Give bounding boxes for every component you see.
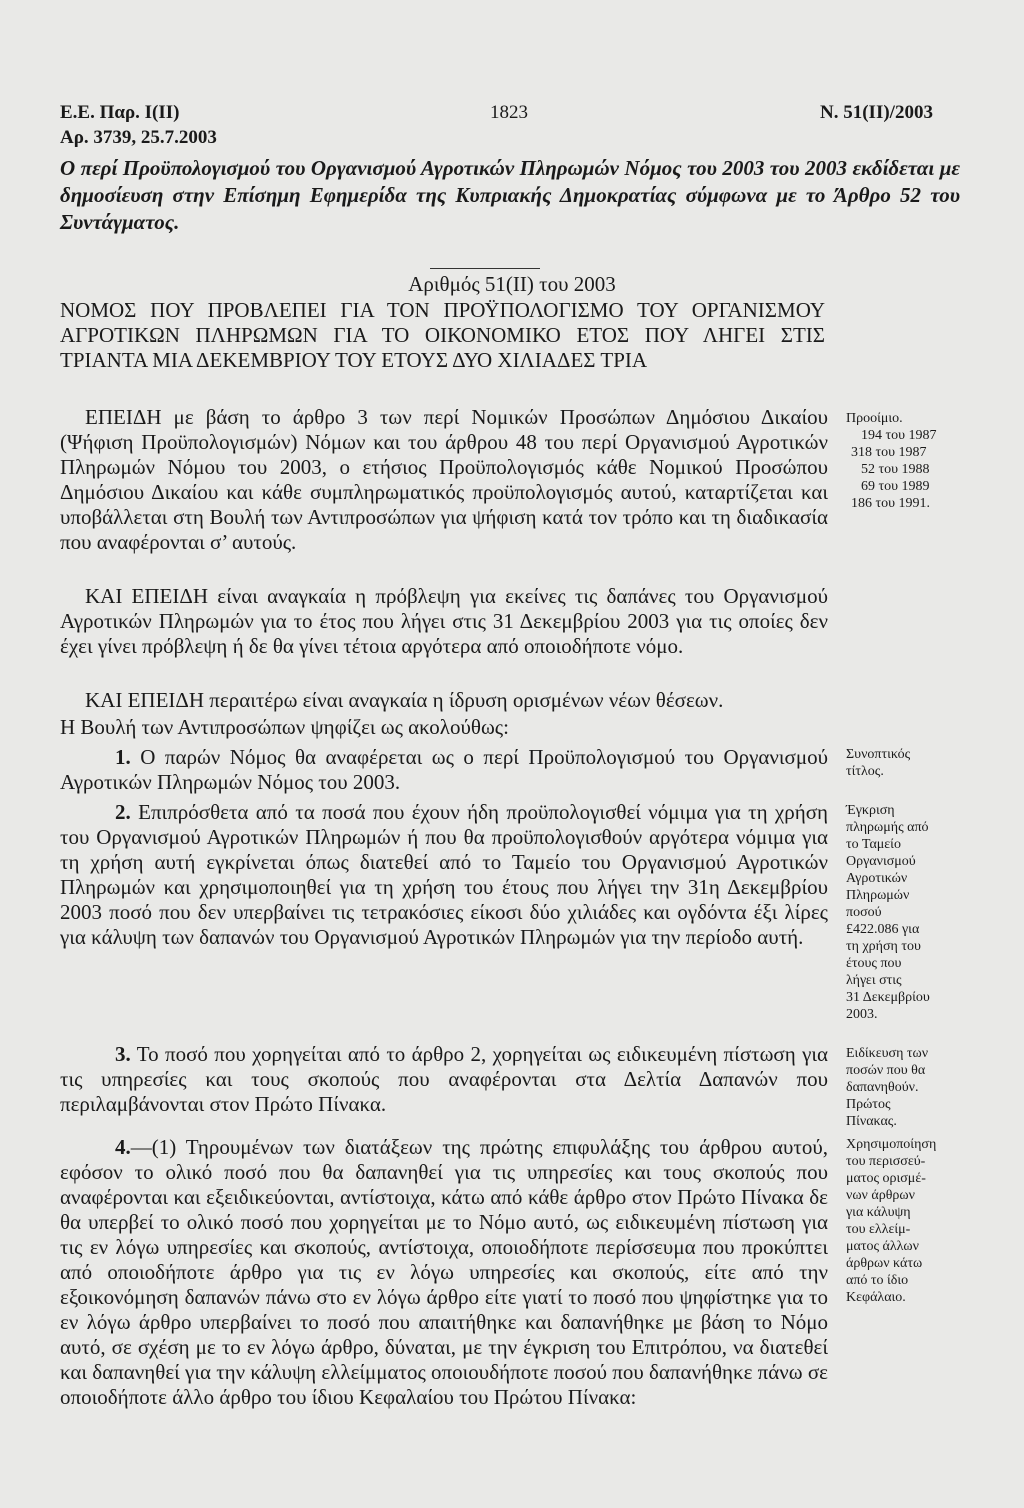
margin-note-line: πληρωμής από	[846, 820, 929, 835]
margin-note-line: Κεφάλαιο.	[846, 1290, 906, 1305]
margin-note-line: από το ίδιο	[846, 1273, 909, 1288]
margin-note-line: ποσών που θα	[846, 1063, 926, 1078]
gazette-number-date: Αρ. 3739, 25.7.2003	[60, 127, 217, 148]
margin-note-line: Συνοπτικός	[846, 747, 911, 762]
margin-note-line: δαπανηθούν.	[846, 1080, 919, 1095]
margin-note-line: Ειδίκευση των	[846, 1046, 929, 1061]
margin-note-line: έτους που	[846, 956, 902, 971]
section-3-number: 3.	[115, 1042, 131, 1066]
margin-note-line: άρθρων κάτω	[846, 1256, 923, 1271]
margin-note-specification	[846, 1045, 958, 1130]
law-reference: Ν. 51(ΙΙ)/2003	[820, 102, 933, 123]
margin-note-line: Πίνακας.	[846, 1114, 897, 1129]
section-1	[60, 745, 828, 795]
section-4	[60, 1135, 828, 1410]
margin-note-line: Χρησιμοποίηση	[846, 1137, 937, 1152]
preamble-paragraph-2: ΚΑΙ ΕΠΕΙΔΗ είναι αναγκαία η πρόβλεψη για εκείνες τις δαπάνες του Οργανισμού Αγροτικών Πληρωμών για το έτος που λήγει στις 31 Δεκεμβρίου 2003 για τις οποίες δεν έχει γίνει πρόβλεψη ή δε θα γίνει τέτοια αργότερα από οποιοδήποτε νόμο.	[60, 584, 828, 658]
margin-note-use-surplus	[846, 1136, 958, 1306]
enacting-formula: Η Βουλή των Αντιπροσώπων ψηφίζει ως ακολούθως:	[60, 715, 509, 739]
page-number: 1823	[490, 102, 528, 123]
section-1-text: Ο παρών Νόμος θα αναφέρεται ως ο περί Προϋπολογισμού του Οργανισμού Αγροτικών Πληρωμών Νόμος του 2003.	[60, 745, 828, 794]
margin-note-line: Έγκριση	[846, 803, 895, 818]
law-number: Αριθμός 51(ΙΙ) του 2003	[408, 272, 616, 296]
margin-note-short-title	[846, 746, 958, 780]
margin-note-line: νων άρθρων	[846, 1188, 915, 1203]
section-4-text: —(1) Τηρουμένων των διατάξεων της πρώτης επιφυλάξης του άρθρου αυτού, εφόσον το ολικό ποσό που θα δαπανηθεί για τις υπηρεσίες και τους σκοπούς που αναφέρονται και εξειδικεύονται, αντίστοιχα, κάτω από κάθε άρθρο στον Πρώτο Πίνακα δε θα υπερβεί το ολικό ποσό που χορηγείται με το Νόμο αυτό, ως ειδικευμένη πίστωση για τις εν λόγω υπηρεσίες και σκοπούς, αντίστοιχα, οποιοδήποτε περίσσευμα που προκύπτει από οποιοδήποτε άρθρο για τις εν λόγω υπηρεσίες και σκοπούς, είτε από την εξοικονόμηση δαπανών πάνω στο εν λόγω άρθρο είτε γιατί το ποσό που ψηφίστηκε για το εν λόγω άρθρο υπερβαίνει το ποσό που απαιτήθηκε και δαπανήθηκε με βάση το Νόμο αυτό, σε σχέση με το εν λόγω άρθρο, δύναται, με την έγκριση του Επιτρόπου, να διατεθεί και δαπανηθεί για την κάλυψη ελλείμματος οποιουδήποτε ποσού που δαπανήθηκε πάνω σε οποιοδήποτε άλλο άρθρο του ίδιου Κεφαλαίου του Πρώτου Πίνακα:	[60, 1135, 828, 1409]
margin-note-line: Οργανισμού	[846, 854, 916, 869]
section-3-text: Το ποσό που χορηγείται από το άρθρο 2, χορηγείται ως ειδικευμένη πίστωση για τις υπηρεσίες και τους σκοπούς που αναφέρονται στα Δελτία Δαπανών που περιλαμβάνονται στον Πρώτο Πίνακα.	[60, 1042, 829, 1116]
margin-note-line: 194 του 1987	[861, 428, 937, 443]
separator-rule	[430, 268, 540, 269]
margin-note-line: ποσού	[846, 905, 882, 920]
margin-note-line: του περισσεύ-	[846, 1154, 926, 1169]
margin-note-line: ματος άλλων	[846, 1239, 919, 1254]
margin-note-line: τίτλος.	[846, 764, 884, 779]
margin-note-line: για κάλυψη	[846, 1205, 911, 1220]
section-2	[60, 800, 828, 950]
margin-note-preamble	[846, 410, 958, 512]
margin-note-line: το Ταμείο	[846, 837, 901, 852]
section-3	[60, 1042, 828, 1117]
gazette-issue: Ε.Ε. Παρ. Ι(ΙΙ)	[60, 102, 180, 123]
margin-note-line: £422.086 για	[846, 922, 920, 937]
section-2-number: 2.	[115, 800, 131, 824]
margin-note-line: 69 του 1989	[861, 479, 930, 494]
margin-note-line: λήγει στις	[846, 973, 902, 988]
law-title: ΝΟΜΟΣ ΠΟΥ ΠΡΟΒΛΕΠΕΙ ΓΙΑ ΤΟΝ ΠΡΟΫΠΟΛΟΓΙΣΜΟ ΤΟΥ ΟΡΓΑΝΙΣΜΟΥ ΑΓΡΟΤΙΚΩΝ ΠΛΗΡΩΜΩΝ ΓΙΑ ΤΟ ΟΙΚΟΝΟΜΙΚΟ ΕΤΟΣ ΠΟΥ ΛΗΓΕΙ ΣΤΙΣ ΤΡΙΑΝΤΑ ΜΙΑ ΔΕΚΕΜΒΡΙΟΥ ΤΟΥ ΕΤΟΥΣ ΔΥΟ ΧΙΛΙΑΔΕΣ ΤΡΙΑ	[60, 298, 825, 372]
preamble-paragraph-1: ΕΠΕΙΔΗ με βάση το άρθρο 3 των περί Νομικών Προσώπων Δημόσιου Δικαίου (Ψήφιση Προϋπολογισμών) Νόμων και του άρθρου 48 του περί Οργανισμού Αγροτικών Πληρωμών Νόμου του 2003, ο ετήσιος Προϋπολογισμός κάθε Νομικού Προσώπου Δημόσιου Δικαίου και κάθε συμπληρωματικός προϋπολογισμός αυτού, καταρτίζεται και υποβάλλεται στη Βουλή των Αντιπροσώπων για ψήφιση κατά τον τρόπο και τη διαδικασία που αναφέρονται σ’ αυτούς.	[60, 405, 828, 554]
margin-note-line: 186 του 1991.	[851, 496, 931, 511]
margin-note-line: 318 του 1987	[851, 445, 927, 460]
preamble-paragraph-3: ΚΑΙ ΕΠΕΙΔΗ περαιτέρω είναι αναγκαία η ίδρυση ορισμένων νέων θέσεων.	[85, 688, 724, 712]
margin-note-line: 2003.	[846, 1007, 878, 1022]
margin-note-line: του ελλείμ-	[846, 1222, 911, 1237]
margin-note-line: Πρώτος	[846, 1097, 891, 1112]
section-2-text: Επιπρόσθετα από τα ποσά που έχουν ήδη προϋπολογισθεί νόμιμα για τη χρήση του Οργανισμού Αγροτικών Πληρωμών ή που θα προϋπολογισθούν αργότερα νόμιμα για τη χρήση αυτή εγκρίνεται όπως διατεθεί από το Ταμείο του Οργανισμού Αγροτικών Πληρωμών και χρησιμοποιηθεί για τη χρήση του έτους που λήγει την 31η Δεκεμβρίου 2003 ποσό που δεν υπερβαίνει τις τετρακόσιες είκοσι δύο χιλιάδες και ογδόντα έξι λίρες για κάλυψη των δαπανών του Οργανισμού Αγροτικών Πληρωμών για την περίοδο αυτή.	[60, 800, 828, 949]
margin-note-line: Πληρωμών	[846, 888, 910, 903]
section-1-number: 1.	[115, 745, 131, 769]
margin-note-line: Προοίμιο.	[846, 411, 903, 426]
publication-notice: Ο περί Προϋπολογισμού του Οργανισμού Αγροτικών Πληρωμών Νόμος του 2003 του 2003 εκδίδεται με δημοσίευση στην Επίσημη Εφημερίδα της Κυπριακής Δημοκρατίας σύμφωνα με το Άρθρο 52 του Συντάγματος.	[60, 156, 960, 234]
margin-note-line: ματος ορισμέ-	[846, 1171, 926, 1186]
margin-note-line: τη χρήση του	[846, 939, 921, 954]
margin-note-line: 31 Δεκεμβρίου	[846, 990, 930, 1005]
margin-note-line: Αγροτικών	[846, 871, 908, 886]
margin-note-line: 52 του 1988	[861, 462, 930, 477]
section-4-number: 4.	[115, 1135, 131, 1159]
margin-note-approval	[846, 802, 958, 1023]
